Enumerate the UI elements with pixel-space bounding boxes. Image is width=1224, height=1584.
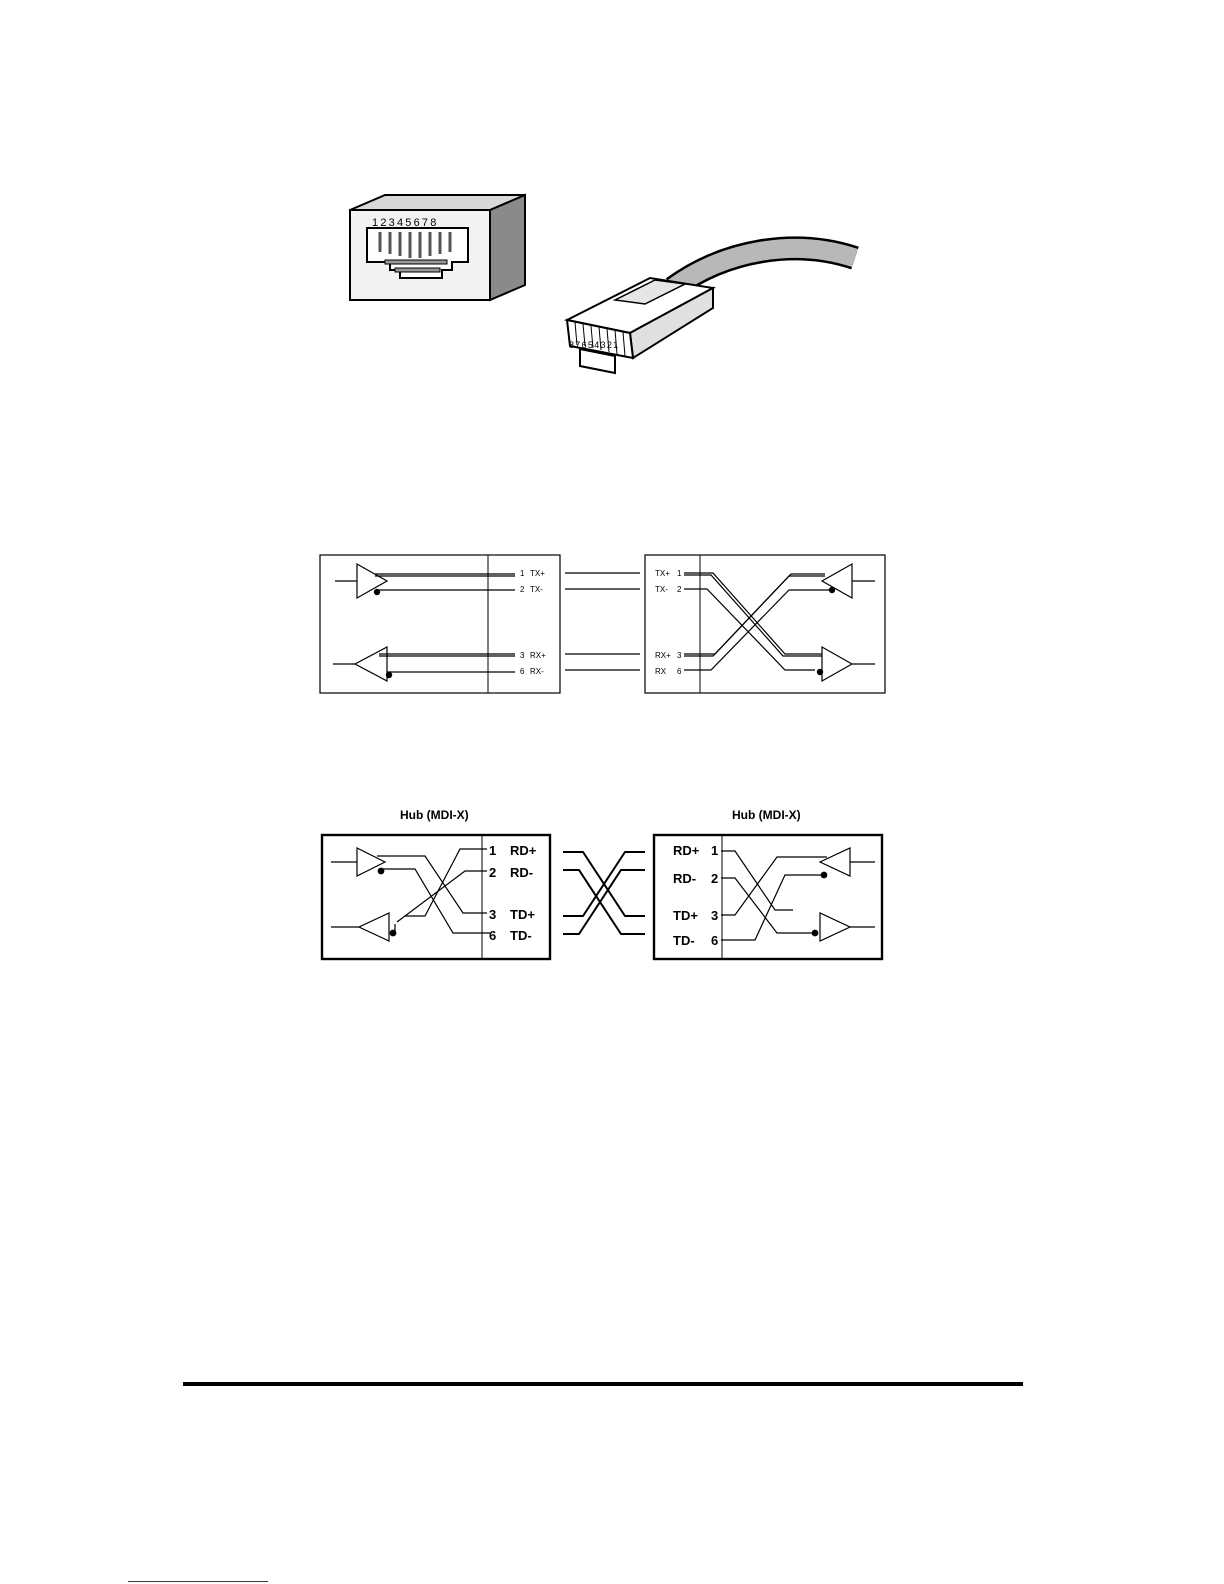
right-hub-wiring — [721, 848, 875, 941]
straight-wiring-diagram — [315, 550, 890, 698]
left-pin-3-num: 3 — [489, 907, 497, 922]
crossover-cable — [563, 852, 645, 934]
right-pin-3-num: 3 — [677, 651, 682, 660]
left-hub-title: Hub (MDI-X) — [400, 808, 469, 822]
right-pin-1-num: 1 — [711, 843, 719, 858]
left-pin-3-sig: TD+ — [510, 907, 535, 922]
left-pin-6-num: 6 — [520, 667, 525, 676]
right-pin-3-sig: TD+ — [673, 908, 698, 923]
right-pin-6-num: 6 — [711, 933, 719, 948]
right-rx-receiver — [822, 564, 875, 598]
right-pin-3-num: 3 — [711, 908, 719, 923]
left-pin-3-sig: RX+ — [530, 651, 546, 660]
right-pin-2-num: 2 — [711, 871, 719, 886]
left-pin-2-sig: RD- — [510, 865, 534, 880]
right-pin-2-num: 2 — [677, 585, 682, 594]
left-pin-1-num: 1 — [520, 569, 525, 578]
plug-pin-numbers: 87654321 — [569, 340, 620, 350]
right-pin-3-sig: RX+ — [655, 651, 671, 660]
left-pin-2-sig: TX- — [530, 585, 543, 594]
right-tx-driver — [817, 647, 875, 681]
right-pin-1-sig: RD+ — [673, 843, 700, 858]
left-pin-6-sig: TD- — [510, 928, 532, 943]
right-pin-6-num: 6 — [677, 667, 682, 676]
footer-rule — [183, 1382, 1023, 1386]
right-pin-2-sig: RD- — [673, 871, 697, 886]
left-pin-2-num: 2 — [520, 585, 525, 594]
right-pin-1-num: 1 — [677, 569, 682, 578]
right-pin-2-sig: TX- — [655, 585, 668, 594]
left-pin-3-num: 3 — [520, 651, 525, 660]
right-crossover-wiring — [684, 573, 831, 670]
left-pin-6-num: 6 — [489, 928, 497, 943]
right-hub-title: Hub (MDI-X) — [732, 808, 801, 822]
rj45-jack-illustration — [340, 190, 540, 305]
crossover-wiring-diagram — [315, 800, 890, 970]
right-pin-6-sig: RX — [655, 667, 667, 676]
left-pin-1-sig: RD+ — [510, 843, 537, 858]
jack-pin-numbers: 12345678 — [372, 217, 439, 229]
rj45-plug-illustration — [555, 228, 865, 378]
footer-link-underline — [128, 1581, 268, 1582]
left-hub-wiring — [331, 848, 490, 941]
left-pin-1-num: 1 — [489, 843, 497, 858]
right-pin-1-sig: TX+ — [655, 569, 670, 578]
left-pin-6-sig: RX- — [530, 667, 544, 676]
straight-cable — [565, 573, 640, 670]
right-pin-6-sig: TD- — [673, 933, 695, 948]
left-pin-1-sig: TX+ — [530, 569, 545, 578]
left-pin-2-num: 2 — [489, 865, 497, 880]
